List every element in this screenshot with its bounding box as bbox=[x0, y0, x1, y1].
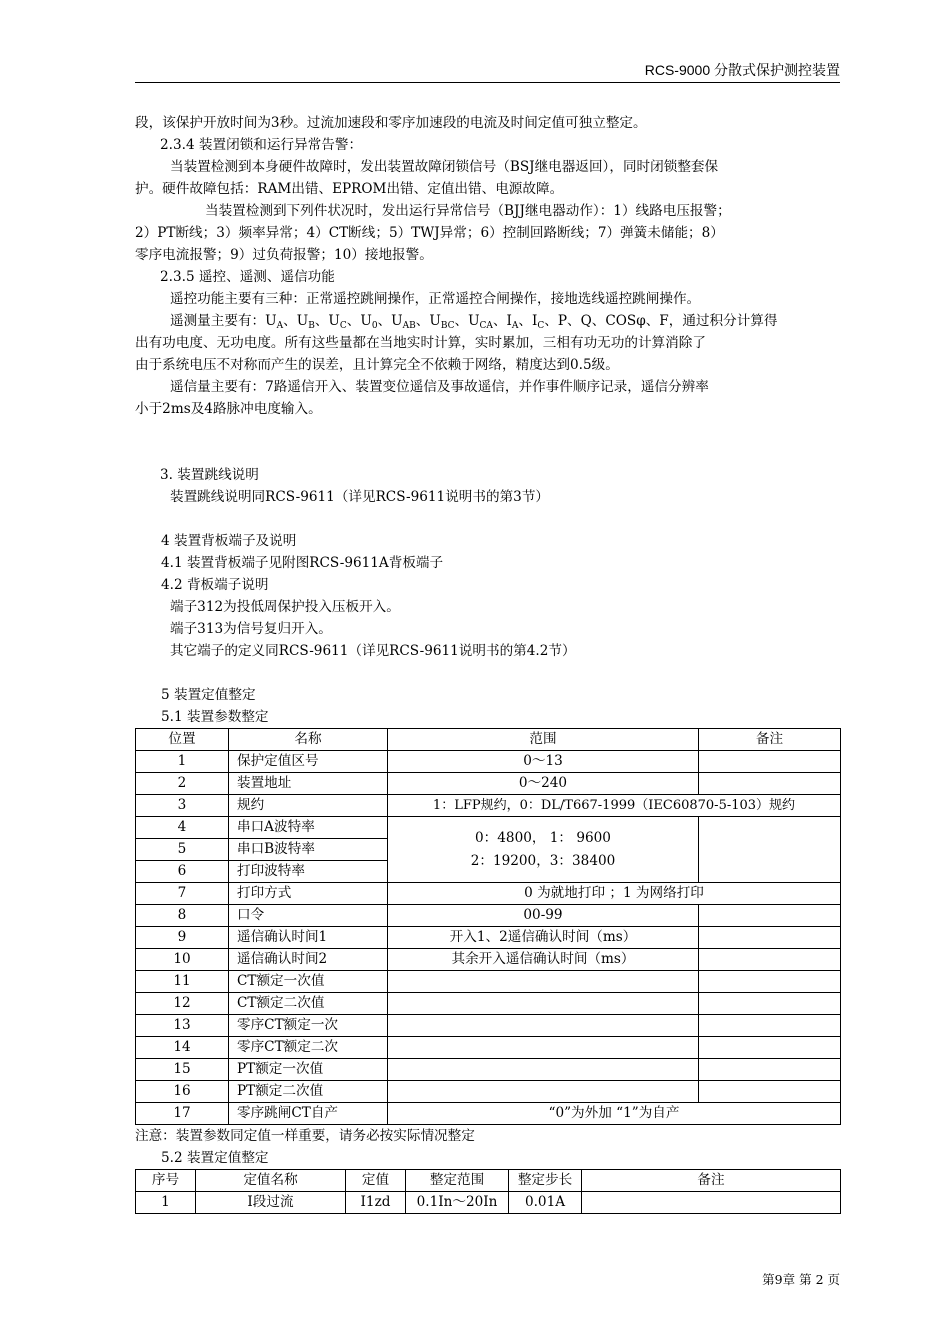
table-row: 14 零序CT额定二次 bbox=[136, 1037, 841, 1059]
section-heading-3: 3. 装置跳线说明 bbox=[160, 467, 259, 483]
paragraph-line: 当装置检测到下列件状况时，发出运行异常信号（BJJ继电器动作）：1）线路电压报警； bbox=[205, 203, 731, 219]
paragraph-line: 当装置检测到本身硬件故障时，发出装置故障闭锁信号（BSJ继电器返回），同时闭锁整套保 bbox=[170, 159, 719, 175]
page-footer bbox=[135, 1270, 840, 1288]
paragraph-line: 端子312为投低周保护投入压板开入。 bbox=[170, 599, 400, 615]
table-row: 10 遥信确认时间2 其余开入遥信确认时间（ms） bbox=[136, 949, 841, 971]
paragraph-line: 出有功电度、无功电度。所有这些量都在当地实时计算，实时累加，三相有功无功的计算消除了 bbox=[135, 335, 706, 351]
table-header-row: 位置 名称 范围 备注 bbox=[136, 729, 841, 751]
table-row: 15 PT额定一次值 bbox=[136, 1059, 841, 1081]
table-row: 1 保护定值区号 0～13 bbox=[136, 751, 841, 773]
table-row: 3 规约 1：LFP规约，0：DL/T667-1999（IEC60870-5-103）规约 bbox=[136, 795, 841, 817]
table-row: 1 Ⅰ段过流 I1zd 0.1In～20In 0.01A bbox=[136, 1192, 841, 1214]
page-number: 第9章 第 2 页 bbox=[762, 1272, 840, 1287]
table-row: 16 PT额定二次值 bbox=[136, 1081, 841, 1103]
table-row: 6 打印波特率 bbox=[136, 861, 841, 883]
paragraph-line: 由于系统电压不对称而产生的误差，且计算完全不依赖于网络，精度达到0.5级。 bbox=[135, 357, 619, 373]
settings-table bbox=[135, 1169, 841, 1214]
parameter-table bbox=[135, 728, 841, 1125]
paragraph-line: 2）PT断线；3）频率异常；4）CT断线；5）TWJ异常；6）控制回路断线；7）弹簧未储能；8） bbox=[135, 225, 724, 241]
document-body bbox=[135, 112, 840, 1214]
section-heading-2-3-5: 2.3.5 遥控、遥测、遥信功能 bbox=[160, 269, 335, 285]
paragraph-line: 其它端子的定义同RCS-9611（详见RCS-9611说明书的第4.2节） bbox=[170, 643, 576, 659]
section-heading-5: 5 装置定值整定 bbox=[161, 687, 256, 703]
header-title: RCS-9000 分散式保护测控装置 bbox=[644, 62, 840, 78]
table-header-row: 序号 定值名称 定值 整定范围 整定步长 备注 bbox=[136, 1170, 841, 1192]
table-note: 注意：装置参数同定值一样重要，请务必按实际情况整定 bbox=[135, 1128, 475, 1144]
section-heading-5-1: 5.1 装置参数整定 bbox=[161, 709, 269, 725]
paragraph-line: 小于2ms及4路脉冲电度输入。 bbox=[135, 401, 322, 417]
baud-rate-options: 0：4800， 1： 9600 2：19200，3：38400 bbox=[388, 817, 699, 883]
table-row: 2 装置地址 0～240 bbox=[136, 773, 841, 795]
paragraph-line: 护。硬件故障包括：RAM出错、EPROM出错、定值出错、电源故障。 bbox=[135, 181, 564, 197]
section-heading-5-2: 5.2 装置定值整定 bbox=[161, 1150, 269, 1166]
paragraph-line: 零序电流报警；9）过负荷报警；10）接地报警。 bbox=[135, 247, 433, 263]
table-row: 7 打印方式 0 为就地打印 ；1 为网络打印 bbox=[136, 883, 841, 905]
paragraph-line: 遥控功能主要有三种：正常遥控跳闸操作，正常遥控合闸操作，接地选线遥控跳闸操作。 bbox=[170, 291, 701, 307]
section-heading-4: 4 装置背板端子及说明 bbox=[161, 533, 297, 549]
paragraph-line: 装置跳线说明同RCS-9611（详见RCS-9611说明书的第3节） bbox=[170, 489, 550, 505]
table-row: 12 CT额定二次值 bbox=[136, 993, 841, 1015]
table-row: 5 串口B波特率 bbox=[136, 839, 841, 861]
section-heading-4-1: 4.1 装置背板端子见附图RCS-9611A背板端子 bbox=[161, 555, 444, 571]
paragraph-line: 段，该保护开放时间为3秒。过流加速段和零序加速段的电流及时间定值可独立整定。 bbox=[135, 115, 647, 131]
paragraph-line: 端子313为信号复归开入。 bbox=[170, 621, 332, 637]
table-row: 13 零序CT额定一次 bbox=[136, 1015, 841, 1037]
telemetry-line: 遥测量主要有：$U_A$、$U_B$、$U_C$、$U_0$、$U_{AB}$、$U_{BC}$、$U_{CA}$、$I_A$、$I_C$、P、Q、COSφ、F，通过积分计算得 bbox=[170, 313, 778, 331]
table-row: 11 CT额定一次值 bbox=[136, 971, 841, 993]
paragraph-line: 遥信量主要有：7路遥信开入、装置变位遥信及事故遥信，并作事件顺序记录，遥信分辨率 bbox=[170, 379, 709, 395]
table-row: 17 零序跳闸CT自产 “0”为外加 “1”为自产 bbox=[136, 1103, 841, 1125]
table-row: 8 口令 00-99 bbox=[136, 905, 841, 927]
page-header bbox=[135, 60, 840, 83]
section-heading-2-3-4: 2.3.4 装置闭锁和运行异常告警： bbox=[160, 137, 363, 153]
table-row: 9 遥信确认时间1 开入1、2遥信确认时间（ms） bbox=[136, 927, 841, 949]
section-heading-4-2: 4.2 背板端子说明 bbox=[161, 577, 269, 593]
table-row: 4 串口A波特率 0：4800， 1： 9600 2：19200，3：38400 bbox=[136, 817, 841, 839]
